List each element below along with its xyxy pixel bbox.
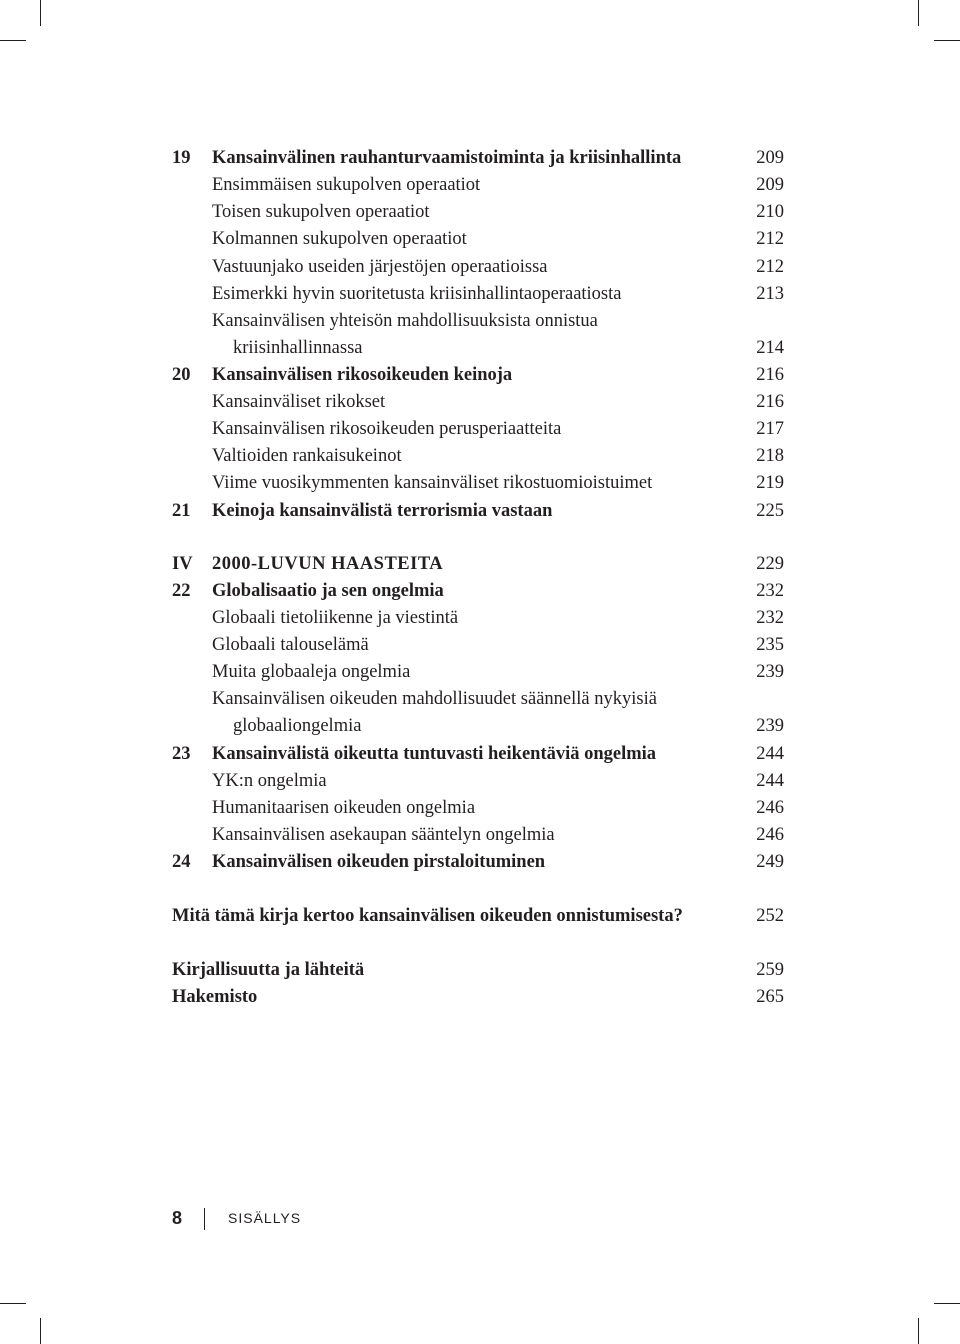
section-title: Kansainvälisen asekaupan sääntelyn ongelmia	[212, 825, 555, 845]
toc-closing-chapter	[172, 903, 784, 930]
crop-mark	[918, 1318, 919, 1344]
page-number: 216	[756, 365, 784, 385]
chapter-number: 21	[172, 501, 191, 521]
toc-section	[172, 254, 784, 281]
page-number: 218	[756, 446, 784, 466]
toc-section	[172, 605, 784, 632]
page-number: 209	[756, 175, 784, 195]
page-number: 216	[756, 392, 784, 412]
chapter-title: Kansainvälinen rauhanturvaamistoiminta ja kriisinhallinta	[212, 148, 682, 168]
toc-chapter	[172, 498, 784, 525]
chapter-number: 19	[172, 148, 191, 168]
toc-chapter	[172, 849, 784, 876]
chapter-title: Hakemisto	[172, 987, 258, 1007]
toc-section-continued	[172, 713, 784, 740]
section-title: Valtioiden rankaisukeinot	[212, 446, 402, 466]
toc-section-continued	[172, 335, 784, 362]
page-number: 212	[756, 229, 784, 249]
section-title: Globaali talouselämä	[212, 635, 369, 655]
section-title: Esimerkki hyvin suoritetusta kriisinhallintaoperaatiosta	[212, 284, 622, 304]
section-title: Kansainvälisen yhteisön mahdollisuuksista onnistua	[212, 311, 598, 331]
page-number: 219	[756, 473, 784, 493]
crop-mark	[918, 0, 919, 26]
toc-chapter	[172, 741, 784, 768]
toc-section	[172, 199, 784, 226]
section-title: Kansainvälisen rikosoikeuden perusperiaatteita	[212, 419, 562, 439]
page-number: 244	[756, 744, 784, 764]
crop-mark	[40, 1318, 41, 1344]
page-number: 225	[756, 501, 784, 521]
toc-section	[172, 659, 784, 686]
page-number: 232	[756, 608, 784, 628]
crop-mark	[934, 40, 960, 41]
running-footer-section: SISÄLLYS	[228, 1210, 302, 1226]
crop-mark	[0, 40, 26, 41]
page-number: 209	[756, 148, 784, 168]
page-number: 212	[756, 257, 784, 277]
page-number: 249	[756, 852, 784, 872]
section-title: Viime vuosikymmenten kansainväliset rikostuomioistuimet	[212, 473, 653, 493]
toc-chapter	[172, 145, 784, 172]
toc-chapter	[172, 578, 784, 605]
toc-section	[172, 795, 784, 822]
chapter-title: Kansainvälistä oikeutta tuntuvasti heikentäviä ongelmia	[212, 744, 657, 764]
toc-chapter	[172, 362, 784, 389]
section-title: Kansainvälisen oikeuden mahdollisuudet säännellä nykyisiä	[212, 689, 657, 709]
footer-divider	[204, 1208, 205, 1230]
section-title: Kolmannen sukupolven operaatiot	[212, 229, 467, 249]
page-number: 239	[756, 662, 784, 682]
toc-index	[172, 984, 784, 1011]
toc-section	[172, 416, 784, 443]
toc-section	[172, 822, 784, 849]
toc-section	[172, 308, 784, 335]
page-number: 239	[756, 716, 784, 736]
chapter-number: 24	[172, 852, 191, 872]
section-title: Toisen sukupolven operaatiot	[212, 202, 430, 222]
crop-mark	[40, 0, 41, 26]
page-number: 229	[756, 554, 784, 574]
toc-section	[172, 226, 784, 253]
folio-number: 8	[172, 1208, 183, 1228]
page-number: 246	[756, 825, 784, 845]
page-number: 259	[756, 960, 784, 980]
toc-section	[172, 443, 784, 470]
page-number: 246	[756, 798, 784, 818]
chapter-number: 22	[172, 581, 191, 601]
chapter-title: Mitä tämä kirja kertoo kansainvälisen oikeuden onnistumisesta?	[172, 906, 683, 926]
part-title: 2000-LUVUN HAASTEITA	[212, 554, 444, 574]
chapter-title: Kirjallisuutta ja lähteitä	[172, 960, 365, 980]
chapter-title: Globalisaatio ja sen ongelmia	[212, 581, 444, 601]
page-number: 213	[756, 284, 784, 304]
part-number: IV	[172, 554, 193, 574]
crop-mark	[0, 1303, 26, 1304]
section-title: Kansainväliset rikokset	[212, 392, 386, 412]
page-number: 217	[756, 419, 784, 439]
page-number: 232	[756, 581, 784, 601]
crop-mark	[934, 1303, 960, 1304]
chapter-title: Keinoja kansainvälistä terrorismia vastaan	[212, 501, 553, 521]
section-title: Muita globaaleja ongelmia	[212, 662, 411, 682]
page-number: 210	[756, 202, 784, 222]
page-number: 214	[756, 338, 784, 358]
toc-part	[172, 551, 784, 578]
section-title: kriisinhallinnassa	[233, 338, 363, 358]
toc-bibliography	[172, 957, 784, 984]
page-number: 265	[756, 987, 784, 1007]
toc-section	[172, 470, 784, 497]
toc-section	[172, 768, 784, 795]
chapter-title: Kansainvälisen rikosoikeuden keinoja	[212, 365, 513, 385]
section-title: Humanitaarisen oikeuden ongelmia	[212, 798, 476, 818]
toc-section	[172, 686, 784, 713]
page-number: 235	[756, 635, 784, 655]
chapter-title: Kansainvälisen oikeuden pirstaloituminen	[212, 852, 546, 872]
chapter-number: 23	[172, 744, 191, 764]
toc-section	[172, 281, 784, 308]
toc-section	[172, 389, 784, 416]
section-title: globaaliongelmia	[233, 716, 362, 736]
section-title: Globaali tietoliikenne ja viestintä	[212, 608, 459, 628]
toc-section	[172, 172, 784, 199]
section-title: YK:n ongelmia	[212, 771, 327, 791]
toc-section	[172, 632, 784, 659]
page-number: 244	[756, 771, 784, 791]
section-title: Ensimmäisen sukupolven operaatiot	[212, 175, 481, 195]
section-title: Vastuunjako useiden järjestöjen operaatioissa	[212, 257, 548, 277]
page-number: 252	[756, 906, 784, 926]
chapter-number: 20	[172, 365, 191, 385]
